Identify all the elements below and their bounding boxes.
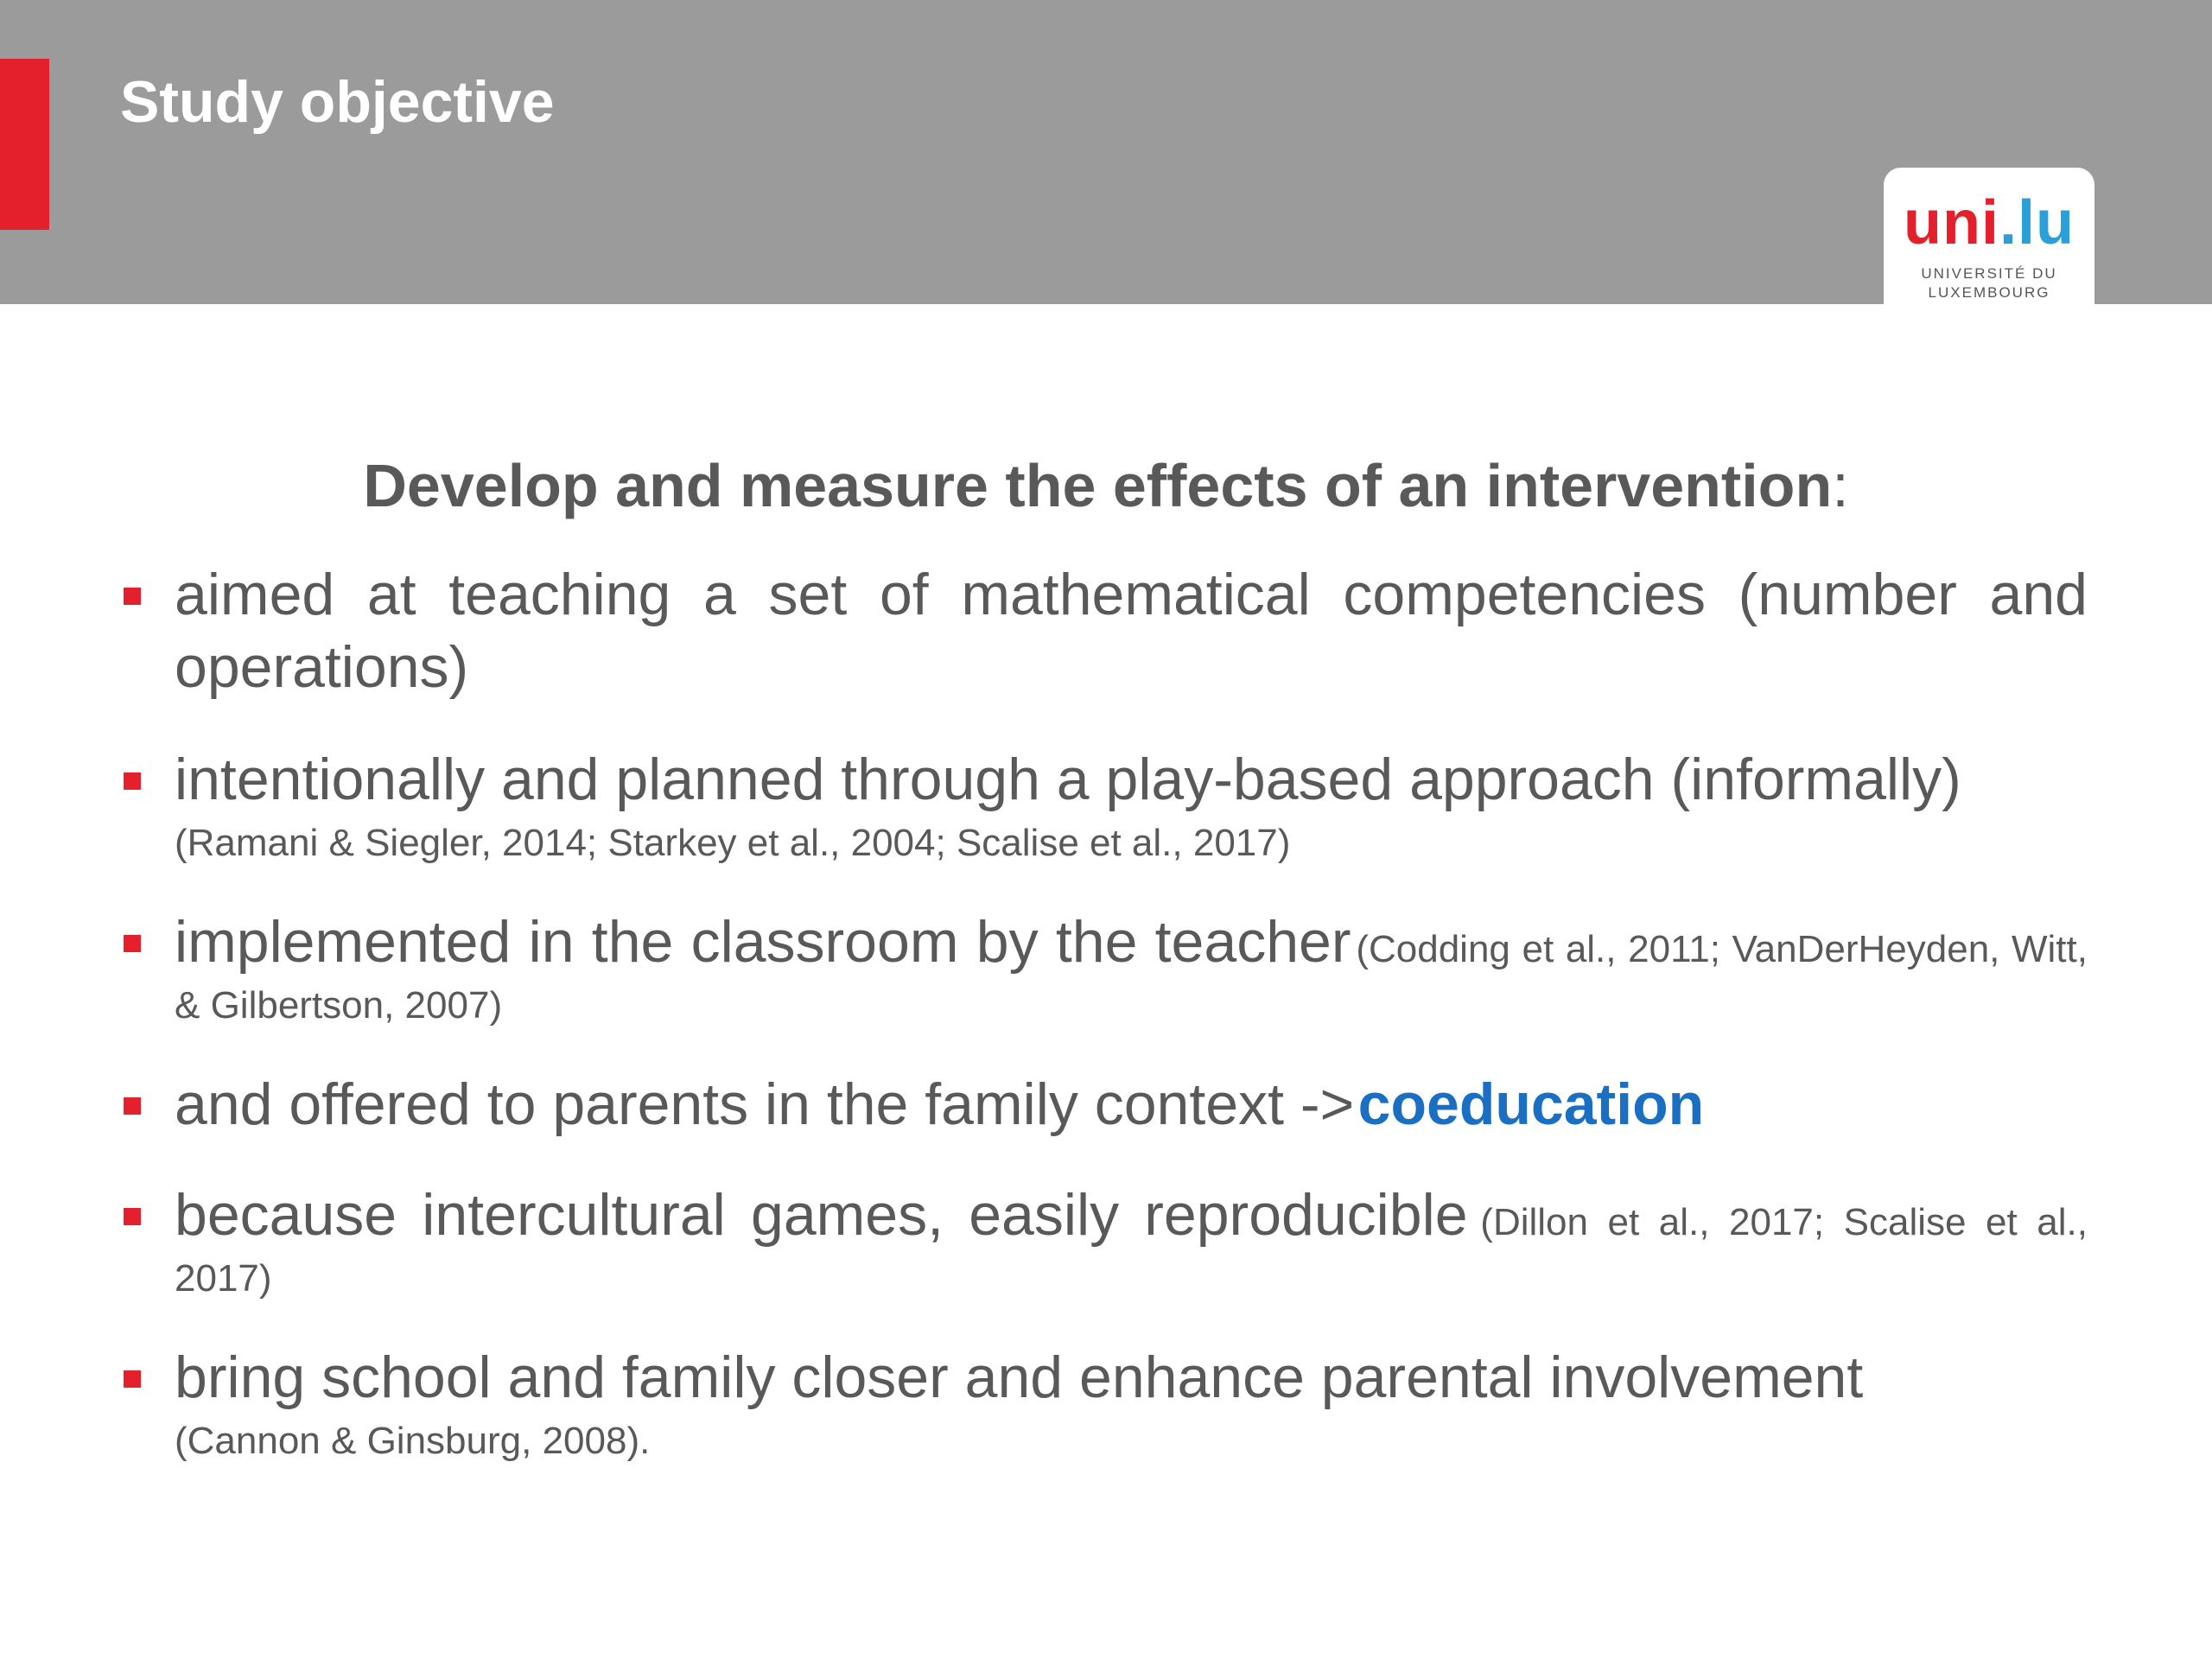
list-item-citation: (Codding et al., 2011; VanDerHeyden, Witt, & Gilbertson, 2007) [175, 928, 2088, 1027]
bullet-square-icon [124, 1370, 141, 1388]
list-item [175, 1179, 2088, 1306]
slide-title: Study objective [120, 69, 555, 135]
list-item-text: intentionally and planned through a play-based approach (informally) [175, 747, 1961, 812]
header-accent-bar [0, 59, 49, 230]
list-item [175, 1341, 2088, 1469]
lead-statement-suffix: : [1832, 452, 1849, 519]
list-item-citation: (Cannon & Ginsburg, 2008). [175, 1420, 651, 1462]
coeducation-highlight: coeducation [1357, 1071, 1705, 1137]
list-item-text: bring school and family closer and enhance parental involvement [175, 1344, 1864, 1410]
logo-wordmark [1884, 188, 2094, 257]
bullet-square-icon [124, 1097, 141, 1115]
lead-statement [0, 449, 2212, 522]
list-item-text: aimed at teaching a set of mathematical competencies (number and operations) [175, 562, 2088, 700]
list-item-text: implemented in the classroom by the teacher [175, 909, 1351, 975]
list-item-text: because intercultural games, easily reproducible [175, 1182, 1468, 1248]
list-item-citation: (Dillon et al., 2017; Scalise et al., 2017) [175, 1201, 2088, 1300]
bullet-square-icon [124, 1208, 141, 1225]
bullet-square-icon [124, 772, 141, 790]
bullet-square-icon [124, 588, 141, 605]
list-item [175, 906, 2088, 1033]
list-item-text: and offered to parents in the family context -> [175, 1071, 1355, 1137]
logo-subtitle-line1: UNIVERSITÉ DU [1921, 265, 2057, 282]
logo-wordmark-uni: uni [1904, 188, 1999, 257]
list-item [175, 1068, 2088, 1141]
logo-wordmark-lu: .lu [1999, 188, 2075, 257]
list-item-citation: (Ramani & Siegler, 2014; Starkey et al., 2004; Scalise et al., 2017) [175, 822, 1291, 864]
slide-header [0, 0, 2212, 304]
lead-statement-bold: Develop and measure the effects of an intervention [363, 452, 1833, 519]
list-item [175, 743, 2088, 871]
bullet-square-icon [124, 935, 141, 952]
list-item [175, 558, 2088, 703]
logo-subtitle-line2: LUXEMBOURG [1928, 284, 2050, 301]
university-logo [1884, 168, 2094, 309]
